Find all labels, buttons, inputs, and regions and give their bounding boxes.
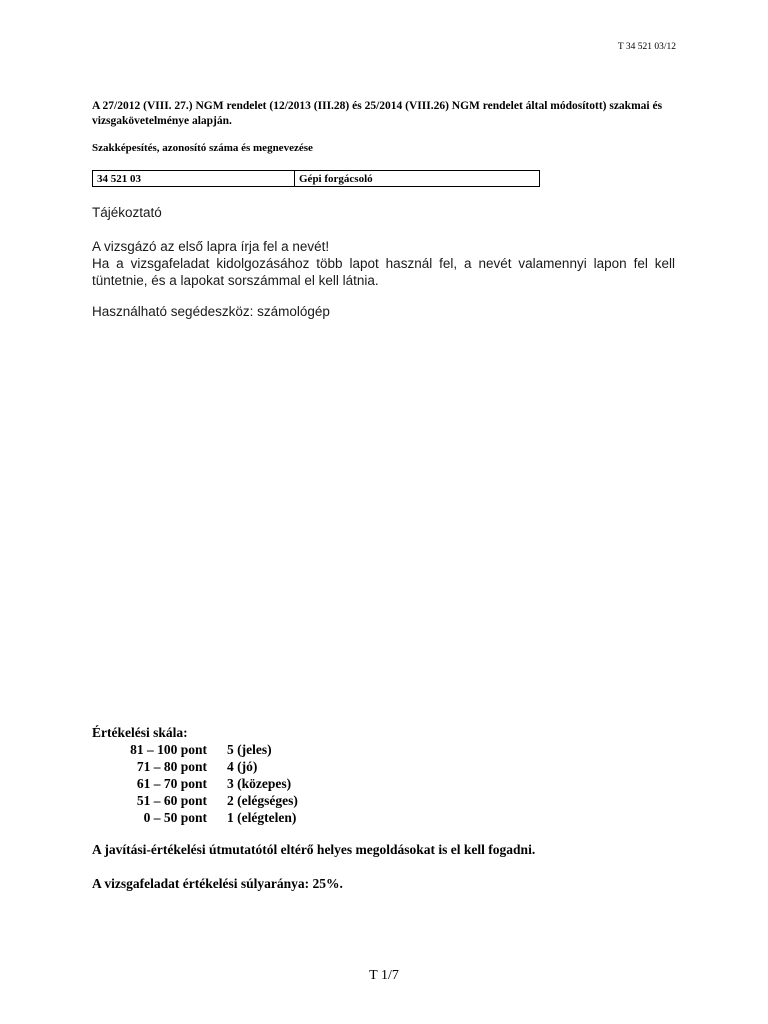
scale-grade: 3 (közepes) bbox=[227, 776, 292, 791]
alternative-solutions-note: A javítási-értékelési útmutatótól eltérő helyes megoldásokat is el kell fogadni. bbox=[92, 842, 536, 857]
scale-grade: 5 (jeles) bbox=[227, 742, 272, 757]
document-code: T 34 521 03/12 bbox=[617, 42, 676, 52]
scale-grade: 2 (elégséges) bbox=[227, 793, 298, 808]
page-number: T 1/7 bbox=[369, 968, 399, 983]
allowed-aid: Használható segédeszköz: számológép bbox=[92, 304, 330, 319]
scale-points: 71 – 80 pont bbox=[136, 759, 207, 774]
scale-row bbox=[92, 741, 298, 758]
instructions bbox=[92, 238, 675, 289]
instruction-line-1: A vizsgázó az első lapra írja fel a nevét! bbox=[92, 239, 330, 254]
instruction-line-2: Ha a vizsgafeladat kidolgozásához több lapot használ fel, a nevét valamennyi lapon fel kell tüntetnie, és a lapokat sorszámmal el kell látnia. bbox=[92, 256, 675, 288]
info-title: Tájékoztató bbox=[92, 205, 162, 220]
scale-points: 0 – 50 pont bbox=[143, 810, 207, 825]
weight-note: A vizsgafeladat értékelési súlyaránya: 25%. bbox=[92, 876, 343, 891]
qualification-table bbox=[92, 170, 540, 187]
scale-points: 51 – 60 pont bbox=[136, 793, 207, 808]
scale-row bbox=[92, 809, 298, 826]
scale-row bbox=[92, 792, 298, 809]
qualification-heading: Szakképesítés, azonosító száma és megnevezése bbox=[92, 142, 313, 154]
grading-scale-title: Értékelési skála: bbox=[92, 725, 188, 740]
qualification-name: Gépi forgácsoló bbox=[299, 173, 373, 185]
regulation-intro: A 27/2012 (VIII. 27.) NGM rendelet (12/2013 (III.28) és 25/2014 (VIII.26) NGM rendelet által módosított) szakmai és vizsgakövetelménye alapján. bbox=[92, 100, 663, 127]
scale-points: 81 – 100 pont bbox=[130, 742, 207, 757]
scale-row bbox=[92, 775, 298, 792]
scale-grade: 1 (elégtelen) bbox=[227, 810, 297, 825]
scale-row bbox=[92, 758, 298, 775]
scale-points: 61 – 70 pont bbox=[136, 776, 207, 791]
grading-scale bbox=[92, 724, 298, 826]
scale-grade: 4 (jó) bbox=[227, 759, 258, 774]
qualification-code: 34 521 03 bbox=[93, 171, 295, 186]
